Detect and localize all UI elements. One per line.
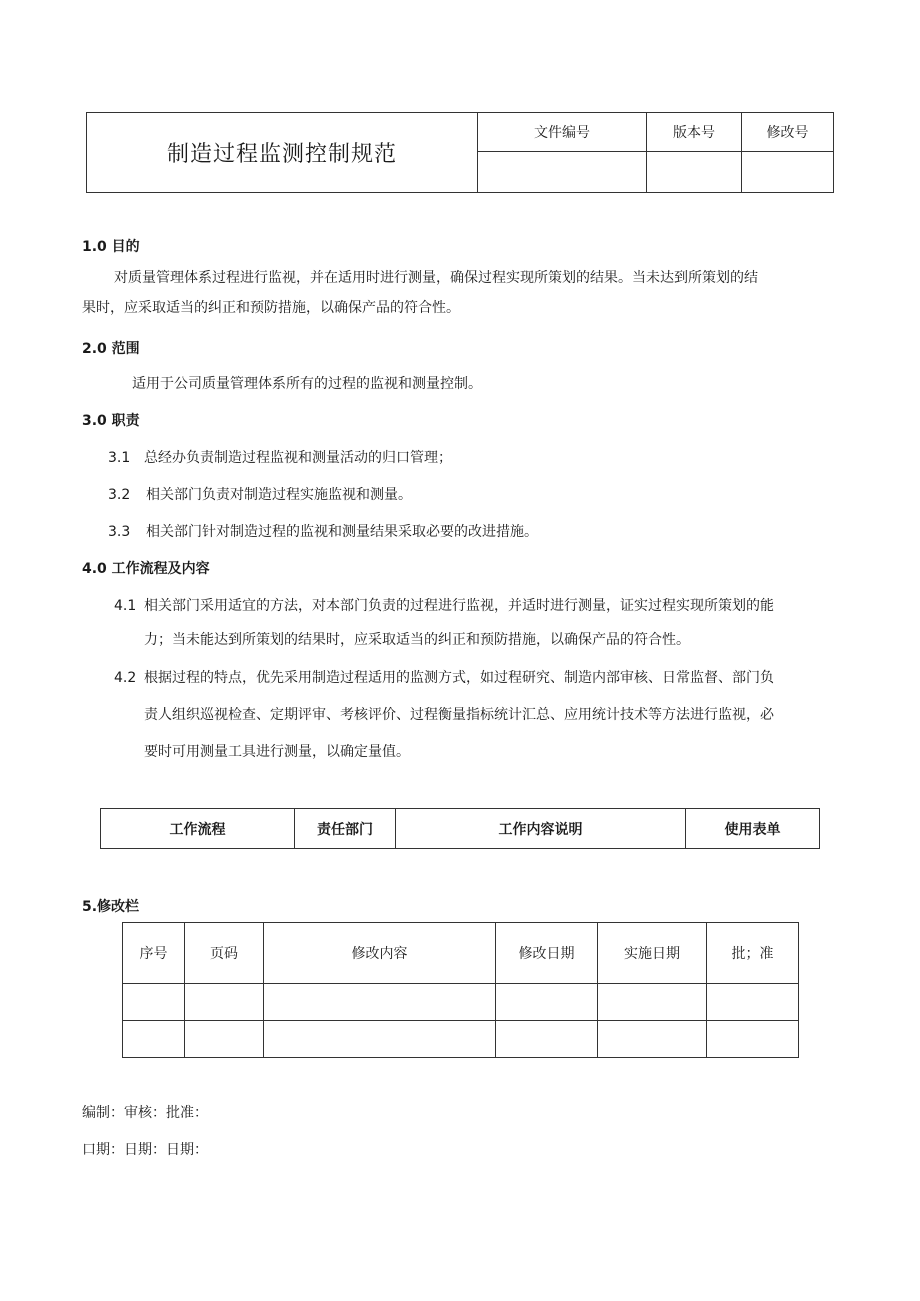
table-cell [185,984,264,1021]
responsibility-item [108,483,412,507]
workflow-col-description: 工作内容说明 [396,809,686,849]
table-row [123,984,799,1021]
table-cell [123,984,185,1021]
item-number: 3.2 [108,487,131,503]
revision-col-change-date: 修改日期 [496,923,598,984]
revision-col-approval: 批；准 [707,923,799,984]
section-heading-revisions: 5.修改栏 [82,899,140,915]
workflow-item-line: 相关部门采用适宜的方法，对本部门负责的过程进行监视，并适时进行测量，证实过程实现所策划的能 [144,598,774,614]
item-text: 总经办负责制造过程监视和测量活动的归口管理； [144,450,452,466]
workflow-item-number: 4.1 [114,598,137,614]
label-version: 版本号 [647,113,742,152]
workflow-item-line: 力；当未能达到所策划的结果时，应采取适当的纠正和预防措施，以确保产品的符合性。 [144,632,690,648]
workflow-col-department: 责任部门 [295,809,396,849]
section-heading-workflow: 4.0 工作流程及内容 [82,561,210,577]
section-heading-scope: 2.0 范围 [82,341,140,357]
section-heading-purpose: 1.0 目的 [82,239,140,255]
workflow-item-line: 责人组织巡视检查、定期评审、考核评价、过程衡量指标统计汇总、应用统计技术等方法进行监视，必 [144,707,774,723]
purpose-text-line-2: 果时，应采取适当的纠正和预防措施，以确保产品的符合性。 [82,300,460,316]
table-cell [707,984,799,1021]
section-heading-responsibilities: 3.0 职责 [82,413,140,429]
item-number: 3.1 [108,450,131,466]
workflow-item-number: 4.2 [114,670,137,686]
value-version [647,152,742,193]
signoff-line: 编制：审核：批准： [82,1105,208,1121]
revision-col-effective-date: 实施日期 [598,923,707,984]
revision-table [122,922,799,1058]
table-cell [185,1021,264,1058]
table-cell [598,1021,707,1058]
responsibility-item [108,446,452,470]
workflow-table [100,808,820,849]
table-cell [123,1021,185,1058]
table-cell [707,1021,799,1058]
workflow-col-forms: 使用表单 [686,809,820,849]
table-cell [598,984,707,1021]
table-cell [496,1021,598,1058]
workflow-col-process: 工作流程 [101,809,295,849]
item-text: 相关部门负责对制造过程实施监视和测量。 [146,487,412,503]
table-row [123,1021,799,1058]
responsibility-item [108,520,538,544]
table-cell [264,1021,496,1058]
value-revision-number [742,152,834,193]
revision-col-content: 修改内容 [264,923,496,984]
table-cell [496,984,598,1021]
document-header-table [86,112,834,193]
workflow-item-line: 要时可用测量工具进行测量，以确定量值。 [144,744,410,760]
value-document-number [478,152,647,193]
document-title: 制造过程监测控制规范 [87,113,478,193]
label-document-number: 文件编号 [478,113,647,152]
scope-text: 适用于公司质量管理体系所有的过程的监视和测量控制。 [132,376,482,392]
item-text: 相关部门针对制造过程的监视和测量结果采取必要的改进措施。 [146,524,538,540]
item-number: 3.3 [108,524,131,540]
label-revision-number: 修改号 [742,113,834,152]
table-cell [264,984,496,1021]
revision-col-page: 页码 [185,923,264,984]
workflow-item-line: 根据过程的特点，优先采用制造过程适用的监测方式，如过程研究、制造内部审核、日常监督、部门负 [144,670,774,686]
purpose-text-line-1: 对质量管理体系过程进行监视，并在适用时进行测量，确保过程实现所策划的结果。当未达到所策划的结 [114,270,758,286]
revision-col-seq: 序号 [123,923,185,984]
dates-line: 口期：日期：日期： [82,1142,208,1158]
